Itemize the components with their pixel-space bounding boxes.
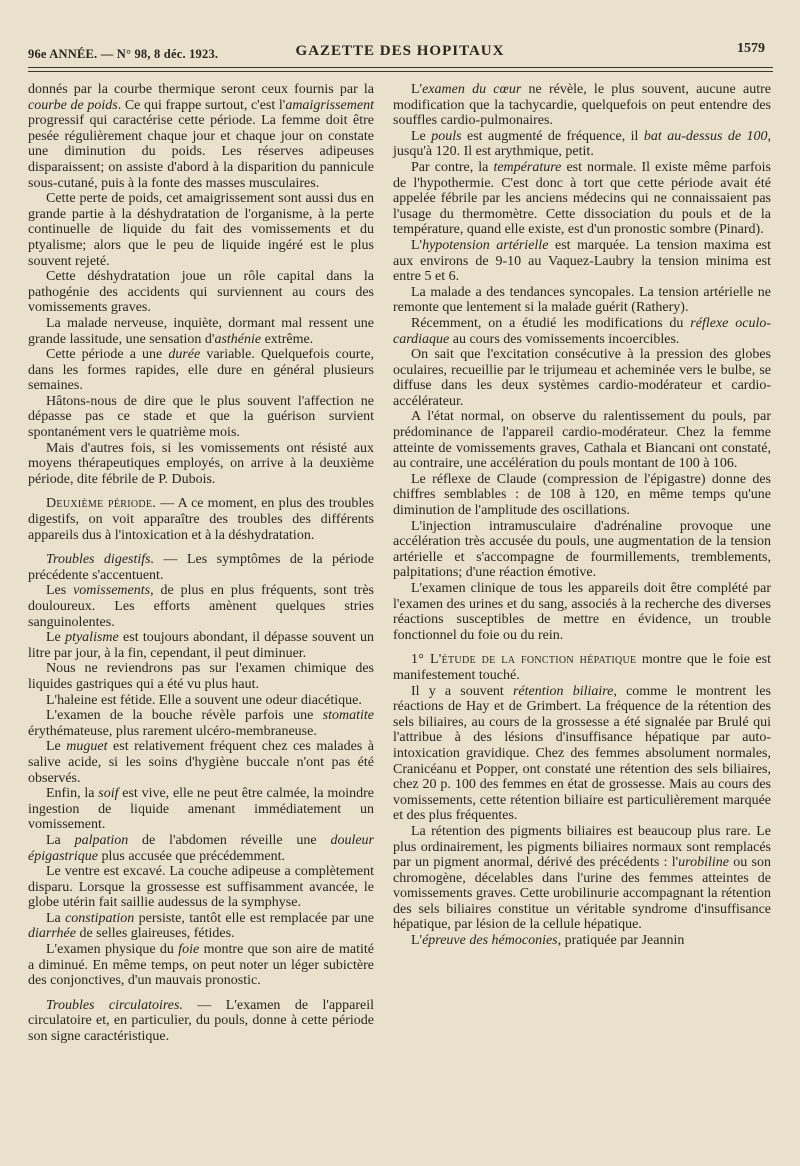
paragraph: Les vomissements, de plus en plus fréquents, sont très douloureux. Les efforts amènent quelques stries sanguinolentes. bbox=[28, 583, 374, 630]
left-column bbox=[28, 82, 374, 1045]
section-heading: Deuxième période. bbox=[46, 496, 157, 512]
paragraph: La constipation persiste, tantôt elle est remplacée par une diarrhée de selles glaireuses, fétides. bbox=[28, 910, 374, 942]
paragraph: L'examen du cœur ne révèle, le plus souvent, aucune autre modification que la tachycardie, quelquefois on peut entendre des souffles cardio-pulmonaires. bbox=[393, 82, 771, 129]
paragraph: L'haleine est fétide. Elle a souvent une odeur diacétique. bbox=[46, 692, 362, 708]
issue-info: 96e ANNÉE. — N° 98, 8 déc. 1923. bbox=[28, 47, 219, 61]
paragraph: Mais d'autres fois, si les vomissements ont résisté aux moyens thérapeutiques employés, on arrive à la deuxième période, dite fébrile de P. Dubois. bbox=[28, 440, 374, 487]
paragraph: Le pouls est augmenté de fréquence, il bat au-dessus de 100, jusqu'à 120. Il est arythmique, petit. bbox=[393, 128, 772, 160]
section-troubles-circulatoires: Troubles circulatoires. — L'examen de l'appareil circulatoire et, en particulier, du pouls, donne à cette période son signe caractéristique. bbox=[28, 997, 374, 1045]
paragraph: Nous ne reviendrons pas sur l'examen chimique des liquides gastriques qui a été vu plus haut. bbox=[28, 661, 374, 692]
section-deuxieme-periode: Deuxième période. — A ce moment, en plus des troubles digestifs, on voit apparaître des troubles des différents appareils dus à l'intoxication et à la déshydratation. bbox=[28, 496, 374, 543]
paragraph: Le muguet est relativement fréquent chez ces malades à salive acide, si les soins d'hygiène buccale n'ont pas été observés. bbox=[28, 739, 374, 786]
paragraph: L'examen physique du foie montre que son aire de matité a diminué. En même temps, on peut noter un léger subictère des conjonctives, d'un mauvais pronostic. bbox=[28, 942, 374, 989]
section-heading: 1° L'étude de la fonction hépatique bbox=[411, 652, 637, 668]
paragraph: L'examen de la bouche révèle parfois une stomatite érythémateuse, plus rarement ulcéro-membraneuse. bbox=[28, 708, 374, 739]
page-number: 1579 bbox=[737, 41, 765, 56]
right-column bbox=[393, 82, 771, 949]
paragraph: La rétention des pigments biliaires est beaucoup plus rare. Le plus ordinairement, les pigments biliaires normaux sont remplacés par un pigment anormal, dérivé des précédents : l'urobiline ou son chromogène, décelables dans l'urine des femmes atteintes de vomissements graves. Cette urobilinurie accompagnant la rétention des sels biliaires constitue un véritable syndrome d'insuffisance hépatique, par lésion de la cellule hépatique. bbox=[393, 823, 771, 933]
paragraph: Par contre, la température est normale. Il existe même parfois de l'hypothermie. C'est donc à tort que cette période avait été appelée fébrile par les anciens médecins qui ne connaissaient pas l'usage du thermomètre. Cette dissociation du pouls et de la température, quand elle existe, est d'un pronostic sombre (Pinard). bbox=[393, 159, 771, 238]
paragraph: Le réflexe de Claude (compression de l'épigastre) donne des chiffres semblables : de 108 à 120, en même temps qu'une diminution de l'amplitude des oscillations. bbox=[393, 471, 771, 519]
journal-title: GAZETTE DES HOPITAUX bbox=[295, 43, 505, 59]
paragraph: Il y a souvent rétention biliaire, comme le montrent les réactions de Hay et de Grimbert. La fréquence de la rétention des sels biliaires, au cours de la grossesse a été signalée par Brulé qui l'attribue à des lésions d'insuffisance hépatique par auto-intoxication gravidique. Chez des femmes absolument normales, Cranicéanu et Popper, ont constaté une rétention des sels biliaires, chez 20 p. 100 des femmes en état de grossesse. Mais au cours des vomissements, cette rétention biliaire est particulièrement marquée et des plus fréquentes. bbox=[393, 683, 771, 824]
header-rule-thin bbox=[28, 71, 773, 72]
paragraph: La malade nerveuse, inquiète, dormant mal ressent une grande lassitude, une sensation d'asthénie extrême. bbox=[28, 315, 374, 347]
paragraph: On sait que l'excitation consécutive à la pression des globes oculaires, recueillie par le trijumeau et acheminée vers le bulbe, se diffuse dans les deux systèmes cardio-modérateur et cardio-accélérateur. bbox=[393, 347, 771, 409]
paragraph: Récemment, on a étudié les modifications du réflexe oculo-cardiaque au cours des vomissements incoercibles. bbox=[393, 315, 771, 347]
paragraph: L'hypotension artérielle est marquée. La tension maxima est aux environs de 9-10 au Vaquez-Laubry la tension minima est entre 5 et 6. bbox=[393, 237, 771, 285]
section-heading: Troubles digestifs. bbox=[46, 552, 155, 568]
paragraph: L'examen clinique de tous les appareils doit être complété par l'examen des urines et du sang, associés à la recherche des diverses réactions susceptibles de mettre en évidence, un trouble fonctionnel du foie ou du rein. bbox=[393, 581, 771, 643]
section-heading: Troubles circulatoires. bbox=[46, 997, 183, 1013]
section-troubles-digestifs: Troubles digestifs. — Les symptômes de la période précédente s'accentuent. bbox=[28, 552, 374, 583]
header-rule-thick bbox=[28, 67, 773, 68]
paragraph: Cette déshydratation joue un rôle capital dans la pathogénie des accidents qui surviennent au cours des vomissements graves. bbox=[28, 269, 374, 316]
paragraph: L'épreuve des hémoconies, pratiquée par Jeannin bbox=[411, 933, 685, 949]
paragraph: Cette période a une durée variable. Quelquefois courte, dans les formes rapides, elle dure en général plusieurs semaines. bbox=[28, 347, 374, 394]
paragraph: La palpation de l'abdomen réveille une douleur épigastrique plus accusée que précédemment. bbox=[28, 832, 374, 864]
paragraph: Le ventre est excavé. La couche adipeuse a complètement disparu. Lorsque la grossesse est suffisamment avancée, le globe utérin fait saillie audessus de la symphyse. bbox=[28, 864, 374, 911]
paragraph: La malade a des tendances syncopales. La tension artérielle ne remonte que lentement si la malade guérit (Rathery). bbox=[393, 284, 771, 316]
paragraph: Cette perte de poids, cet amaigrissement sont aussi dus en grande partie à la déshydratation de l'organisme, à la perte continuelle de liquide du fait des vomissements et du ptyalisme; alors que le peu de liquide ingéré est le plus souvent rejeté. bbox=[28, 191, 374, 269]
paragraph: A l'état normal, on observe du ralentissement du pouls, par prédominance de l'appareil cardio-modérateur. Chez la femme atteinte de vomissements graves, Cathala et Biancani ont constaté, au contraire, une accélération du pouls montant de 100 à 106. bbox=[393, 409, 771, 472]
paragraph: donnés par la courbe thermique seront ceux fournis par la courbe de poids. Ce qui frappe surtout, c'est l'amaigrissement progressif qui caractérise cette période. La femme doit être pesée régulièrement chaque jour et chaque jour on constate une diminution du poids. Les réserves adipeuses disparaissent; on assiste d'abord à la disparition du pannicule sous-cutané, puis à la fonte des masses musculaires. bbox=[28, 82, 374, 191]
paragraph: Hâtons-nous de dire que le plus souvent l'affection ne dépasse pas ce stade et que la guérison survient spontanément vers le quatrième mois. bbox=[28, 393, 374, 441]
section-fonction-hepatique: 1° L'étude de la fonction hépatique montre que le foie est manifestement touché. bbox=[393, 652, 771, 683]
paragraph: L'injection intramusculaire d'adrénaline provoque une accélération très accusée du pouls, une augmentation de la tension artérielle et s'accompagne de fourmillements, tremblements, palpitations; d'une réaction émotive. bbox=[393, 518, 771, 581]
paragraph: Le ptyalisme est toujours abondant, il dépasse souvent un litre par jour, à la fin, cependant, il peut diminuer. bbox=[28, 630, 374, 661]
paragraph: Enfin, la soif est vive, elle ne peut être calmée, la moindre ingestion de liquide amenant immédiatement un vomissement. bbox=[28, 786, 374, 833]
